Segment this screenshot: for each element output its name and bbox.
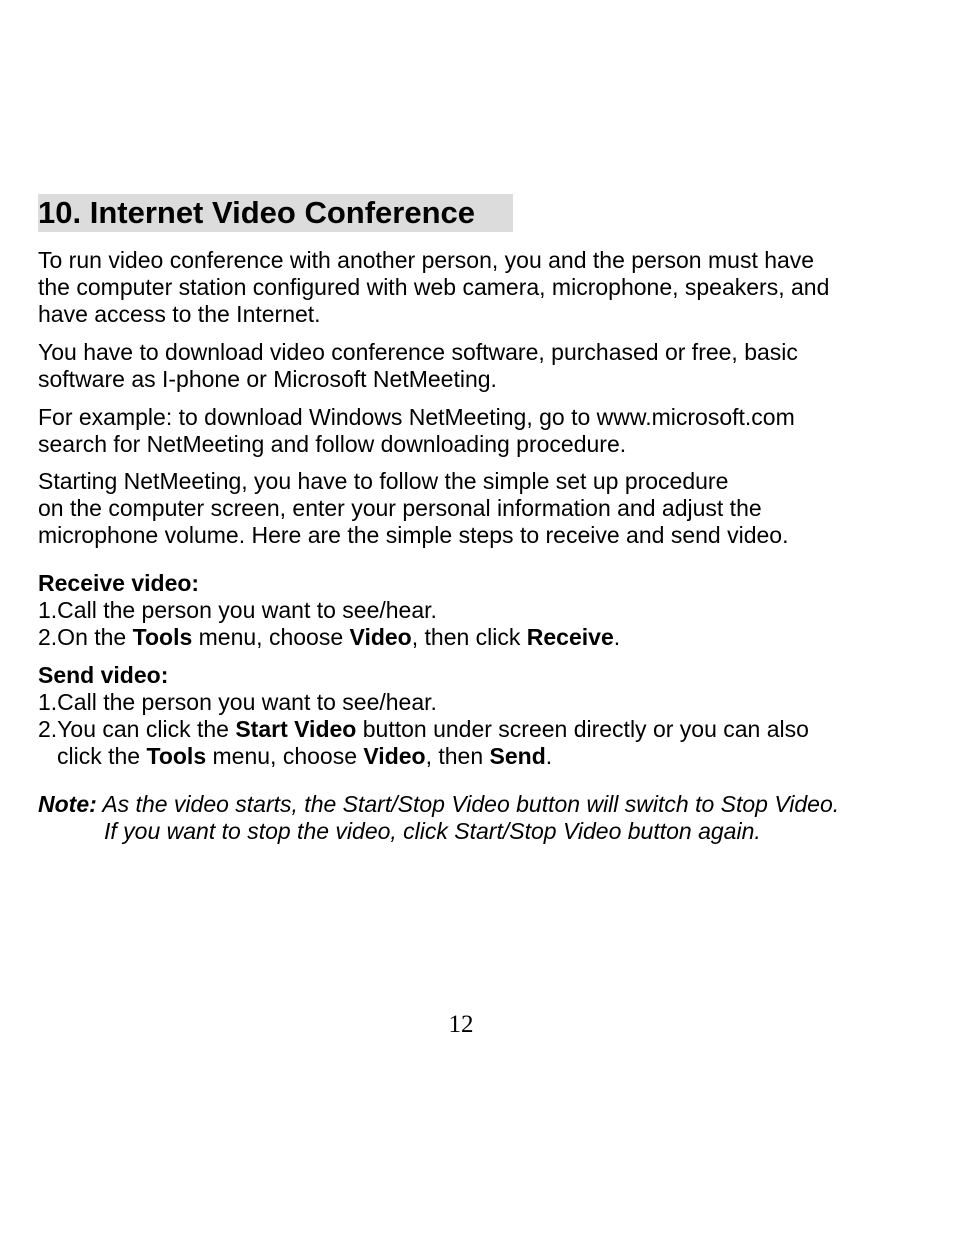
send-step-1: 1.Call the person you want to see/hear.: [38, 689, 437, 715]
text-run: As the video starts, the Start/Stop Video button will switch to Stop Video.: [96, 791, 840, 817]
text-run: , then click: [411, 624, 527, 650]
intro-paragraph-3: [38, 404, 918, 458]
command-receive: Receive: [526, 624, 614, 650]
receive-step-1: 1.Call the person you want to see/hear.: [38, 597, 437, 623]
note-label: Note:: [38, 791, 97, 817]
text-run: 2.You can click the: [38, 716, 236, 742]
send-video-heading: Send video:: [38, 662, 169, 688]
text-run: .: [545, 743, 553, 769]
receive-video-heading: Receive video:: [38, 570, 200, 596]
receive-step-2: [38, 624, 918, 651]
menu-name-tools: Tools: [146, 743, 207, 769]
text-run: 2.On the: [38, 624, 133, 650]
text-line: microphone volume. Here are the simple steps to receive and send video.: [38, 522, 789, 548]
text-line: the computer station configured with web camera, microphone, speakers, and: [38, 274, 830, 300]
text-run: .: [613, 624, 621, 650]
note-line-2: If you want to stop the video, click Start/Stop Video button again.: [104, 818, 761, 844]
menu-name-tools: Tools: [132, 624, 193, 650]
command-send: Send: [489, 743, 546, 769]
send-video-section: [38, 662, 918, 770]
text-line: have access to the Internet.: [38, 301, 321, 327]
text-line: Starting NetMeeting, you have to follow the simple set up procedure: [38, 468, 729, 494]
text-run: click the: [57, 743, 147, 769]
page-number: 12: [448, 1011, 474, 1038]
intro-paragraph-4: [38, 468, 918, 549]
text-line: on the computer screen, enter your personal information and adjust the: [38, 495, 762, 521]
note-line-1: [38, 791, 918, 818]
intro-paragraph-1: [38, 247, 918, 328]
text-run: menu, choose: [206, 743, 364, 769]
text-run: menu, choose: [192, 624, 350, 650]
send-step-2: [38, 716, 918, 743]
note-block: [38, 791, 918, 845]
button-name-start-video: Start Video: [235, 716, 357, 742]
text-run: button under screen directly or you can also: [356, 716, 809, 742]
menu-item-video: Video: [363, 743, 426, 769]
text-line: You have to download video conference software, purchased or free, basic: [38, 339, 798, 365]
text-line: For example: to download Windows NetMeeting, go to www.microsoft.com: [38, 404, 795, 430]
send-step-2-continued: [38, 743, 918, 770]
receive-video-section: [38, 570, 918, 651]
text-line: search for NetMeeting and follow downloading procedure.: [38, 431, 627, 457]
text-line: software as I-phone or Microsoft NetMeeting.: [38, 366, 497, 392]
section-title: 10. Internet Video Conference: [38, 195, 475, 230]
menu-item-video: Video: [349, 624, 412, 650]
intro-paragraph-2: [38, 339, 918, 393]
text-run: , then: [425, 743, 490, 769]
text-line: To run video conference with another person, you and the person must have: [38, 247, 815, 273]
